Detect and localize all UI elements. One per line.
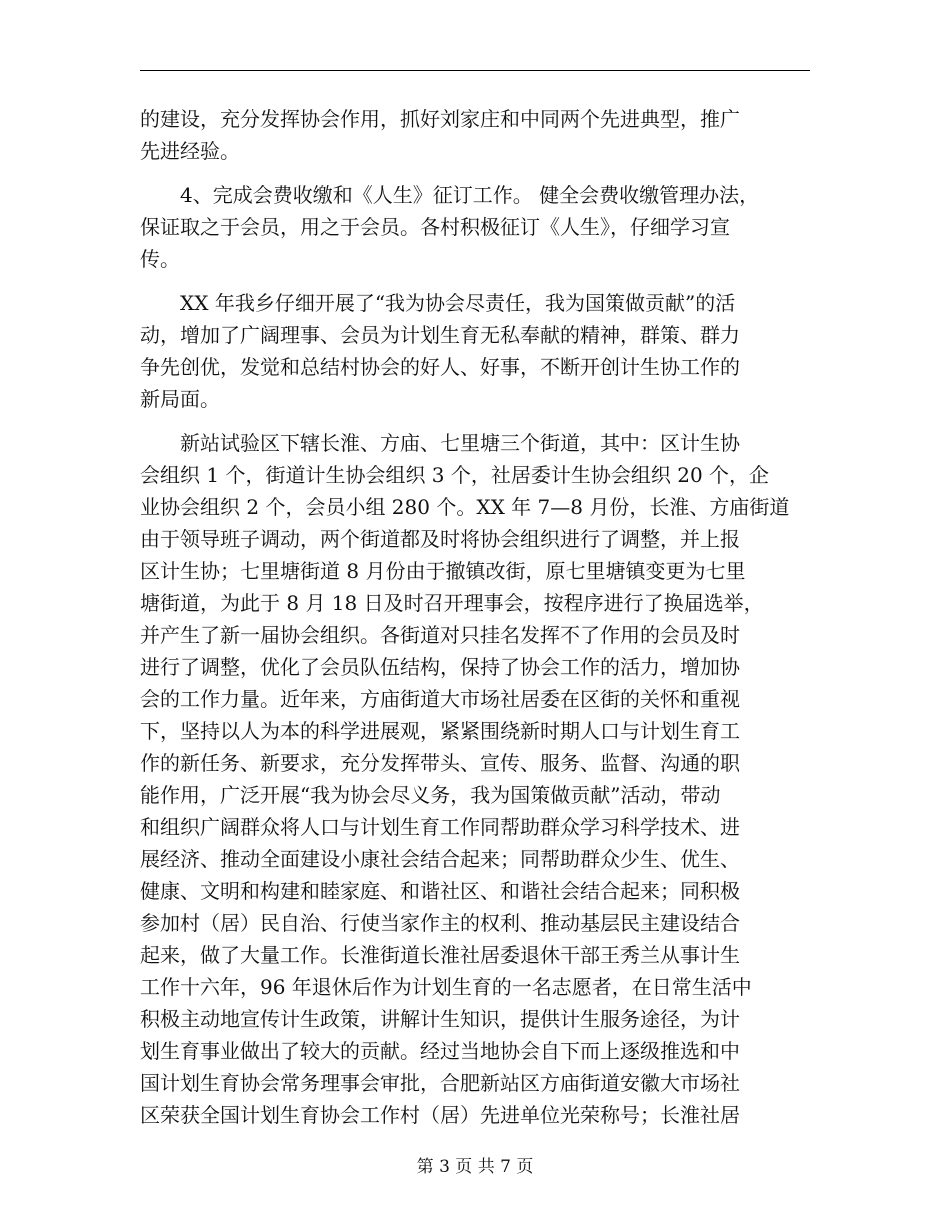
page-number: 第 3 页 共 7 页	[416, 1157, 534, 1177]
text-line: 先进经验。	[140, 139, 240, 163]
text-line: 健康、文明和构建和睦家庭、和谐社区、和谐社会结合起来；同积极	[140, 879, 740, 903]
text-line: 新局面。	[140, 387, 220, 411]
text-line: 会组织 1 个，街道计生协会组织 3 个，社居委计生协会组织 20 个，企	[140, 463, 770, 487]
text-line-content: 4、完成会费收缴和《人生》征订工作。 健全会费收缴管理办法，	[180, 183, 760, 207]
text-line: 和组织广阔群众将人口与计划生育工作同帮助群众学习科学技术、进	[140, 815, 740, 839]
text-line: 并产生了新一届协会组织。各街道对只挂名发挥不了作用的会员及时	[140, 623, 740, 647]
text-line: 会的工作力量。近年来，方庙街道大市场社居委在区街的关怀和重视	[140, 687, 740, 711]
text-line: 下，坚持以人为本的科学进展观，紧紧围绕新时期人口与计划生育工	[140, 719, 740, 743]
text-line: 划生育事业做出了较大的贡献。经过当地协会自下而上逐级推选和中	[140, 1039, 740, 1063]
header-rule	[140, 70, 810, 71]
text-line: 积极主动地宣传计生政策，讲解计生知识，提供计生服务途径，为计	[140, 1007, 740, 1031]
text-line: 区荣获全国计划生育协会工作村（居）先进单位光荣称号；长淮社居	[140, 1103, 740, 1127]
text-line-content: XX 年我乡仔细开展了“我为协会尽责任，我为国策做贡献”的活	[180, 291, 736, 315]
text-line: 保证取之于会员，用之于会员。各村积极征订《人生》，仔细学习宣	[140, 215, 730, 239]
paragraph	[140, 103, 810, 167]
text-line: 动，增加了广阔理事、会员为计划生育无私奉献的精神，群策、群力	[140, 323, 740, 347]
page-footer	[0, 1152, 950, 1177]
text-line	[140, 287, 810, 319]
text-line	[140, 427, 810, 459]
text-line: 能作用，广泛开展“我为协会尽义务，我为国策做贡献”活动，带动	[140, 783, 721, 807]
text-line: 起来，做了大量工作。长淮街道长淮社居委退休干部王秀兰从事计生	[140, 943, 740, 967]
text-line	[140, 179, 810, 211]
text-line-content: 新站试验区下辖长淮、方庙、七里塘三个街道，其中：区计生协	[180, 431, 740, 455]
text-line: 参加村（居）民自治、行使当家作主的权利、推动基层民主建设结合	[140, 911, 740, 935]
text-line: 的建设，充分发挥协会作用，抓好刘家庄和中同两个先进典型，推广	[140, 107, 740, 131]
paragraph-gap	[140, 167, 810, 179]
document-body	[140, 103, 810, 1131]
paragraph	[140, 427, 810, 1131]
paragraph	[140, 287, 810, 415]
paragraph-gap	[140, 415, 810, 427]
text-line: 作的新任务、新要求，充分发挥带头、宣传、服务、监督、沟通的职	[140, 751, 740, 775]
paragraph	[140, 179, 810, 275]
text-line: 国计划生育协会常务理事会审批，合肥新站区方庙街道安徽大市场社	[140, 1071, 740, 1095]
text-line: 传。	[140, 247, 180, 271]
text-line: 工作十六年，96 年退休后作为计划生育的一名志愿者，在日常生活中	[140, 975, 752, 999]
text-line: 进行了调整，优化了会员队伍结构，保持了协会工作的活力，增加协	[140, 655, 740, 679]
text-line: 区计生协；七里塘街道 8 月份由于撤镇改街，原七里塘镇变更为七里	[140, 559, 746, 583]
paragraph-gap	[140, 275, 810, 287]
text-line: 塘街道，为此于 8 月 18 日及时召开理事会，按程序进行了换届选举，	[140, 591, 764, 615]
text-line: 争先创优，发觉和总结村协会的好人、好事，不断开创计生协工作的	[140, 355, 740, 379]
text-line: 展经济、推动全面建设小康社会结合起来；同帮助群众少生、优生、	[140, 847, 740, 871]
text-line: 业协会组织 2 个，会员小组 280 个。XX 年 7—8 月份，长淮、方庙街道	[140, 495, 790, 519]
text-line: 由于领导班子调动，两个街道都及时将协会组织进行了调整，并上报	[140, 527, 740, 551]
